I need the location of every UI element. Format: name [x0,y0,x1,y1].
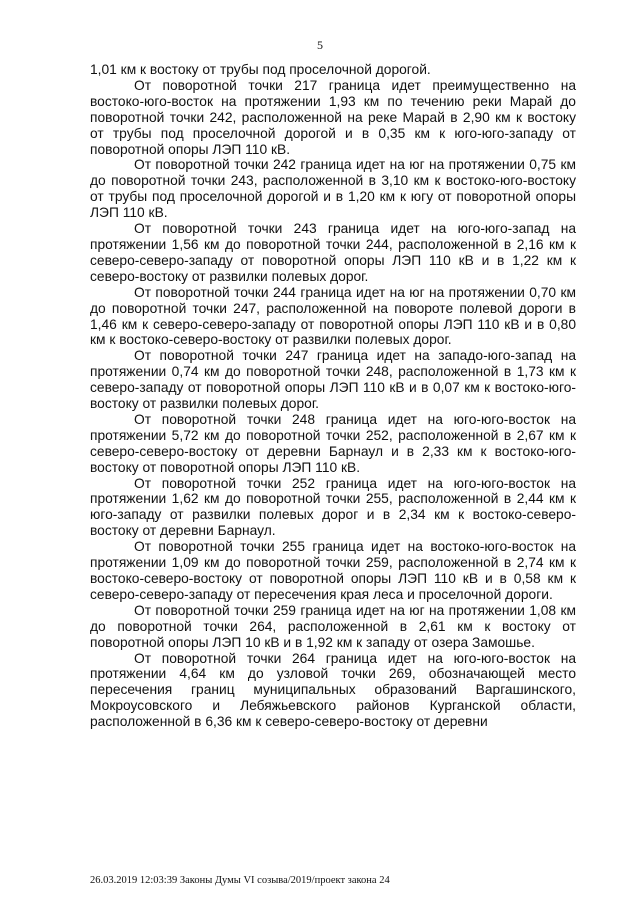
document-body [90,62,576,730]
paragraph-6: От поворотной точки 247 граница идет на западо-юго-запад на протяжении 0,74 км до поворотной точки 248, расположенной в 1,73 км к северо-западу от поворотной опоры ЛЭП 110 кВ и в 0,07 км к востоко-юго-востоку от развилки полевых дорог. [90,348,576,412]
paragraph-7: От поворотной точки 248 граница идет на юго-юго-восток на протяжении 5,72 км до поворотной точки 252, расположенной в 2,67 км к северо-северо-востоку от деревни Барнаул и в 2,33 км к востоко-юго-востоку от поворотной опоры ЛЭП 110 кВ. [90,411,576,475]
paragraph-11: От поворотной точки 264 граница идет на юго-юго-восток на протяжении 4,64 км до узловой точки 269, обозначающей место пересечения границ муниципальных образований Варгашинского, Мокроусовского и Лебяжьевского районов Курганской области, расположенной в 6,36 км к северо-северо-востоку от деревни [90,650,576,730]
paragraph-5: От поворотной точки 244 граница идет на юг на протяжении 0,70 км до поворотной точки 247, расположенной на повороте полевой дороги в 1,46 км к северо-северо-западу от поворотной опоры ЛЭП 110 кВ и в 0,80 км к востоко-северо-востоку от развилки полевых дорог. [90,284,576,348]
footer-stamp: 26.03.2019 12:03:39 Законы Думы VI созыва/2019/проект закона 24 [90,875,390,886]
page-number: 5 [317,38,323,52]
paragraph-4: От поворотной точки 243 граница идет на юго-юго-запад на протяжении 1,56 км до поворотной точки 244, расположенной в 2,16 км к северо-северо-западу от поворотной опоры ЛЭП 110 кВ и в 1,22 км к северо-востоку от развилки полевых дорог. [90,221,576,284]
paragraph-2: От поворотной точки 217 граница идет преимущественно на востоко-юго-восток на протяжении 1,93 км по течению реки Марай до поворотной точки 242, расположенной на реке Марай в 2,90 км к востоку от трубы под проселочной дорогой и в 0,35 км к юго-юго-западу от поворотной опоры ЛЭП 110 кВ. [90,77,576,157]
paragraph-1: 1,01 км к востоку от трубы под проселочной дорогой. [90,62,431,77]
paragraph-8: От поворотной точки 252 граница идет на юго-юго-восток на протяжении 1,62 км до поворотной точки 255, расположенной в 2,44 км к юго-западу от развилки полевых дорог и в 2,34 км к востоко-северо-востоку от деревни Барнаул. [90,475,576,539]
paragraph-9: От поворотной точки 255 граница идет на востоко-юго-восток на протяжении 1,09 км до поворотной точки 259, расположенной в 2,74 км к востоко-северо-востоку от поворотной опоры ЛЭП 110 кВ и в 0,58 км к северо-северо-западу от пересечения края леса и проселочной дороги. [90,539,576,602]
paragraph-3: От поворотной точки 242 граница идет на юг на протяжении 0,75 км до поворотной точки 243, расположенной в 3,10 км к востоко-юго-востоку от трубы под проселочной дорогой и в 1,20 км к югу от поворотной опоры ЛЭП 110 кВ. [90,157,576,221]
paragraph-10: От поворотной точки 259 граница идет на юг на протяжении 1,08 км до поворотной точки 264, расположенной в 2,61 км к востоку от поворотной опоры ЛЭП 10 кВ и в 1,92 км к западу от озера Замошье. [90,602,576,650]
